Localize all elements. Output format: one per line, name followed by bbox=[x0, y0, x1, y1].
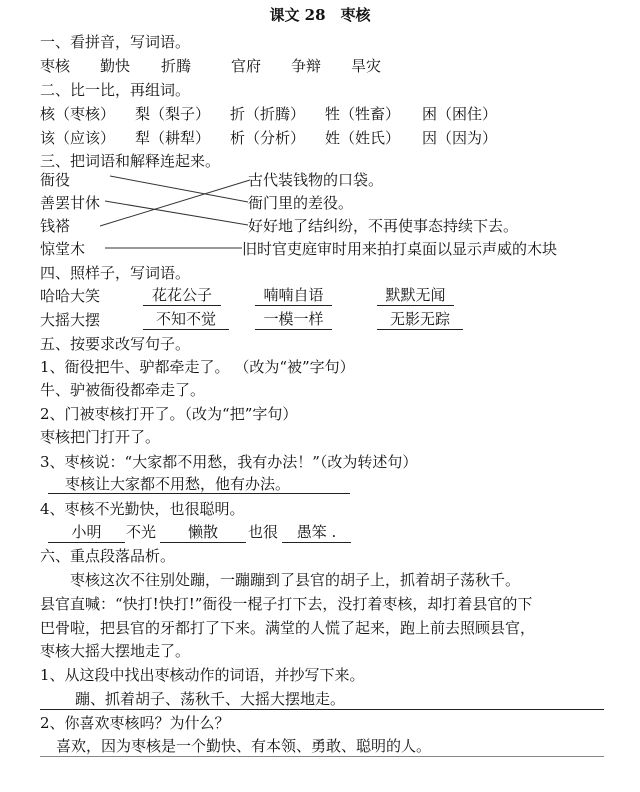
s6-paragraph-line: 枣核这次不往别处蹦，一蹦蹦到了县官的胡子上，抓着胡子荡秋千。 bbox=[40, 571, 521, 589]
s5-text: 也很 bbox=[248, 523, 279, 541]
s4-answer: 无影无踪 bbox=[377, 309, 463, 330]
s3-meaning: 衙门里的差役。 bbox=[248, 194, 354, 212]
s4-example: 大摇大摆 bbox=[40, 311, 101, 329]
s4-answer: 花花公子 bbox=[143, 285, 221, 306]
s2-item: 牲（牲畜） bbox=[325, 105, 401, 123]
s6-answer: 蹦、抓着胡子、荡秋千、大摇大摆地走。 bbox=[75, 690, 346, 708]
section-2-heading: 二、比一比，再组词。 bbox=[40, 81, 191, 99]
match-line bbox=[110, 176, 248, 202]
s3-word: 惊堂木 bbox=[40, 240, 86, 258]
s4-answer: 喃喃自语 bbox=[255, 285, 332, 306]
s5-answer: 枣核让大家都不用愁，他有办法。 bbox=[48, 474, 350, 494]
s4-example: 哈哈大笑 bbox=[40, 287, 101, 305]
s3-word: 衙役 bbox=[40, 171, 71, 189]
match-line bbox=[105, 201, 248, 225]
s5-question: 2、门被枣核打开了。（改为“把”字句） bbox=[40, 405, 298, 423]
s5-answer: 牛、驴被衙役都牵走了。 bbox=[40, 381, 206, 399]
s1-word: 折腾 bbox=[161, 57, 192, 75]
section-1-heading: 一、看拼音，写词语。 bbox=[40, 33, 191, 51]
s4-answer: 默默无闻 bbox=[377, 285, 454, 306]
s6-answer: 喜欢，因为枣核是一个勤快、有本领、勇敢、聪明的人。 bbox=[56, 737, 432, 755]
s2-item: 析（分析） bbox=[230, 129, 306, 147]
s1-word: 勤快 bbox=[100, 57, 131, 75]
s5-answer: 枣核把门打开了。 bbox=[40, 428, 161, 446]
section-4-heading: 四、照样子，写词语。 bbox=[40, 264, 191, 282]
s3-meaning: 好好地了结纠纷，不再使事态持续下去。 bbox=[248, 217, 519, 235]
s5-blank: 小明 bbox=[48, 522, 125, 543]
s6-paragraph-line: 县官直喊：“快打!快打!”衙役一棍子打下去，没打着枣核，却打着县官的下 bbox=[40, 595, 533, 613]
answer-line bbox=[40, 709, 604, 710]
s5-blank: 懒散 bbox=[160, 522, 246, 543]
s5-question: 4、枣核不光勤快，也很聪明。 bbox=[40, 500, 245, 518]
page-title: 课文 28 枣核 bbox=[269, 6, 371, 24]
s2-item: 折（折腾） bbox=[230, 105, 306, 123]
s1-word: 枣核 bbox=[40, 57, 71, 75]
answer-line bbox=[40, 756, 604, 757]
s5-question: 1、衙役把牛、驴都牵走了。 （改为“被”字句） bbox=[40, 358, 355, 376]
s2-item: 该（应该） bbox=[40, 129, 116, 147]
s6-paragraph-line: 枣核大摇大摆地走了。 bbox=[40, 642, 191, 660]
s6-question: 1、从这段中找出枣核动作的词语，并抄写下来。 bbox=[40, 666, 365, 684]
s1-word: 争辩 bbox=[291, 57, 322, 75]
s5-blank: 愚笨 . bbox=[282, 522, 351, 543]
s4-answer: 一模一样 bbox=[255, 309, 332, 330]
s3-word: 钱褡 bbox=[40, 217, 71, 235]
s3-word: 善罢甘休 bbox=[40, 194, 101, 212]
s1-word: 旱灾 bbox=[351, 57, 382, 75]
s6-question: 2、你喜欢枣核吗？为什么？ bbox=[40, 714, 230, 732]
s2-item: 因（因为） bbox=[422, 129, 498, 147]
s6-paragraph-line: 巴骨啦，把县官的牙都打了下来。满堂的人慌了起来，跑上前去照顾县官， bbox=[40, 619, 536, 637]
s2-item: 梨（梨子） bbox=[135, 105, 211, 123]
section-5-heading: 五、按要求改写句子。 bbox=[40, 335, 191, 353]
s2-item: 犁（耕犁） bbox=[135, 129, 211, 147]
s5-question: 3、枣核说：“大家都不用愁，我有办法！”（改为转述句） bbox=[40, 453, 418, 471]
s1-word: 官府 bbox=[231, 57, 262, 75]
s2-item: 核（枣核） bbox=[40, 105, 116, 123]
s3-meaning: 古代装钱物的口袋。 bbox=[248, 171, 384, 189]
s2-item: 姓（姓氏） bbox=[325, 129, 401, 147]
s2-item: 困（困住） bbox=[422, 105, 498, 123]
section-6-heading: 六、重点段落品析。 bbox=[40, 547, 176, 565]
section-3-heading: 三、把词语和解释连起来。 bbox=[40, 152, 221, 170]
s3-meaning: 旧时官吏庭审时用来拍打桌面以显示声威的木块 bbox=[242, 240, 558, 258]
match-line bbox=[100, 180, 250, 226]
s4-answer: 不知不觉 bbox=[143, 309, 229, 330]
s5-text: 不光 bbox=[126, 523, 157, 541]
